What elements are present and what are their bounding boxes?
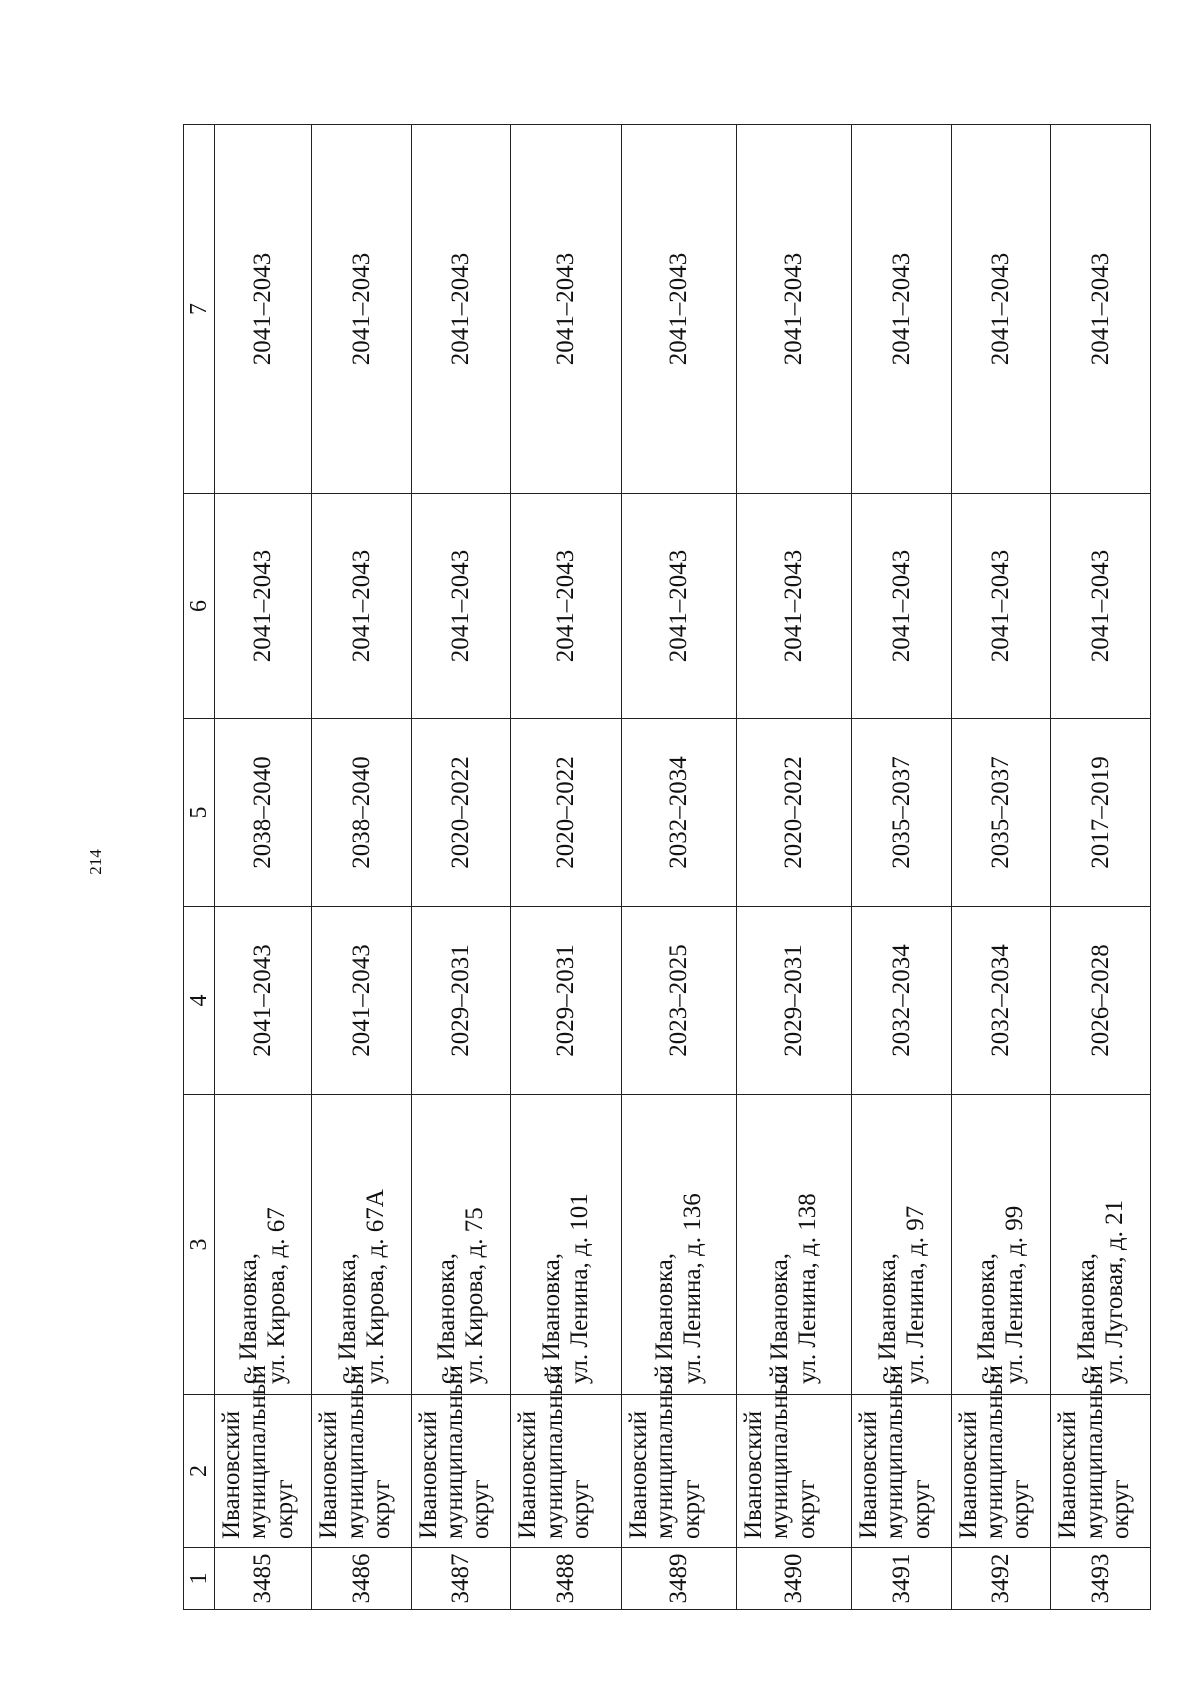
address-cell <box>852 1095 952 1395</box>
district-line: муниципальный <box>766 1365 794 1539</box>
address-line: ул. Кирова, д. 67 <box>263 1207 291 1384</box>
row-number-cell: 3487 <box>411 1548 511 1610</box>
district-line: Ивановский <box>740 1410 768 1539</box>
address-line: с. Ивановка, <box>1072 1252 1100 1384</box>
address-line: с. Ивановка, <box>973 1252 1001 1384</box>
period-col5-cell: 2038–2040 <box>312 719 412 907</box>
district-line: округ <box>367 1479 395 1539</box>
district-cell <box>737 1365 852 1548</box>
period-col4-cell: 2029–2031 <box>737 907 852 1095</box>
header-col-1: 1 <box>184 1548 215 1610</box>
period-col4-cell: 2032–2034 <box>852 907 952 1095</box>
address-line: с. Ивановка, <box>538 1252 566 1384</box>
district-line: муниципальный <box>244 1365 272 1539</box>
period-col6-cell: 2041–2043 <box>622 494 737 719</box>
address-line: ул. Луговая, д. 21 <box>1100 1199 1128 1384</box>
address-line: ул. Кирова, д. 67А <box>361 1189 389 1384</box>
table-row <box>215 125 312 1610</box>
period-col7-cell: 2041–2043 <box>951 125 1051 494</box>
period-col7-cell: 2041–2043 <box>312 125 412 494</box>
district-cell <box>411 1365 511 1548</box>
district-line: муниципальный <box>540 1365 568 1539</box>
period-col7-cell: 2041–2043 <box>1051 125 1151 494</box>
period-col7-cell: 2041–2043 <box>737 125 852 494</box>
period-col5-cell: 2020–2022 <box>511 719 622 907</box>
district-line: округ <box>1007 1479 1035 1539</box>
row-number-cell: 3493 <box>1051 1548 1151 1610</box>
period-col5-cell: 2020–2022 <box>411 719 511 907</box>
period-col6-cell: 2041–2043 <box>852 494 952 719</box>
header-col-6: 6 <box>184 494 215 719</box>
table-row <box>312 125 412 1610</box>
period-col4-cell: 2023–2025 <box>622 907 737 1095</box>
header-col-2: 2 <box>184 1395 215 1548</box>
district-line: Ивановский <box>315 1410 343 1539</box>
period-col4-cell: 2032–2034 <box>951 907 1051 1095</box>
address-cell <box>951 1095 1051 1395</box>
district-line: округ <box>1106 1479 1134 1539</box>
period-col6-cell: 2041–2043 <box>511 494 622 719</box>
address-line: с. Ивановка, <box>333 1252 361 1384</box>
table-row <box>951 125 1051 1610</box>
district-line: Ивановский <box>414 1410 442 1539</box>
period-col5-cell: 2035–2037 <box>951 719 1051 907</box>
district-line: округ <box>792 1479 820 1539</box>
period-col7-cell: 2041–2043 <box>852 125 952 494</box>
address-cell <box>1051 1095 1151 1395</box>
period-col6-cell: 2041–2043 <box>1051 494 1151 719</box>
address-cell <box>215 1095 312 1395</box>
address-line: с. Ивановка, <box>433 1252 461 1384</box>
address-line: ул. Ленина, д. 97 <box>901 1205 929 1384</box>
district-cell <box>215 1365 312 1548</box>
address-cell <box>737 1095 852 1395</box>
district-cell <box>511 1365 622 1548</box>
header-col-5: 5 <box>184 719 215 907</box>
period-col6-cell: 2041–2043 <box>312 494 412 719</box>
period-col5-cell: 2017–2019 <box>1051 719 1151 907</box>
address-line: с. Ивановка, <box>766 1252 794 1384</box>
data-table <box>183 124 1151 1610</box>
period-col5-cell: 2032–2034 <box>622 719 737 907</box>
period-col6-cell: 2041–2043 <box>215 494 312 719</box>
address-line: ул. Ленина, д. 138 <box>794 1193 822 1384</box>
row-number-cell: 3492 <box>951 1548 1051 1610</box>
period-col6-cell: 2041–2043 <box>737 494 852 719</box>
row-number-cell: 3486 <box>312 1548 412 1610</box>
table-row <box>852 125 952 1610</box>
table-row <box>411 125 511 1610</box>
address-line: с. Ивановка, <box>873 1252 901 1384</box>
table-row <box>511 125 622 1610</box>
header-col-4: 4 <box>184 907 215 1095</box>
table-row <box>622 125 737 1610</box>
district-line: Ивановский <box>1054 1410 1082 1539</box>
period-col4-cell: 2041–2043 <box>215 907 312 1095</box>
period-col7-cell: 2041–2043 <box>215 125 312 494</box>
period-col6-cell: 2041–2043 <box>951 494 1051 719</box>
district-line: округ <box>270 1479 298 1539</box>
district-line: муниципальный <box>341 1365 369 1539</box>
district-cell <box>312 1365 412 1548</box>
row-number-cell: 3485 <box>215 1548 312 1610</box>
period-col7-cell: 2041–2043 <box>622 125 737 494</box>
table-row <box>1051 125 1151 1610</box>
row-number-cell: 3490 <box>737 1548 852 1610</box>
district-line: муниципальный <box>651 1365 679 1539</box>
period-col4-cell: 2029–2031 <box>511 907 622 1095</box>
period-col6-cell: 2041–2043 <box>411 494 511 719</box>
period-col7-cell: 2041–2043 <box>511 125 622 494</box>
district-line: муниципальный <box>881 1365 909 1539</box>
header-col-7: 7 <box>184 125 215 494</box>
row-number-cell: 3491 <box>852 1548 952 1610</box>
period-col4-cell: 2029–2031 <box>411 907 511 1095</box>
header-row <box>184 125 215 1610</box>
period-col7-cell: 2041–2043 <box>411 125 511 494</box>
district-cell <box>852 1365 952 1548</box>
district-line: округ <box>677 1479 705 1539</box>
row-number-cell: 3488 <box>511 1548 622 1610</box>
row-number-cell: 3489 <box>622 1548 737 1610</box>
address-line: ул. Кирова, д. 75 <box>461 1207 489 1384</box>
header-col-3: 3 <box>184 1095 215 1395</box>
address-line: с. Ивановка, <box>651 1252 679 1384</box>
district-line: Ивановский <box>954 1410 982 1539</box>
period-col5-cell: 2035–2037 <box>852 719 952 907</box>
district-line: Ивановский <box>625 1410 653 1539</box>
address-line: ул. Ленина, д. 99 <box>1001 1205 1029 1384</box>
address-cell <box>511 1095 622 1395</box>
address-cell <box>312 1095 412 1395</box>
district-cell <box>1051 1365 1151 1548</box>
district-cell <box>951 1365 1051 1548</box>
district-cell <box>622 1365 737 1548</box>
period-col4-cell: 2041–2043 <box>312 907 412 1095</box>
district-line: муниципальный <box>1080 1365 1108 1539</box>
page-number: 214 <box>86 849 105 875</box>
address-cell <box>622 1095 737 1395</box>
district-line: Ивановский <box>218 1410 245 1539</box>
district-line: Ивановский <box>514 1410 542 1539</box>
district-line: округ <box>907 1479 935 1539</box>
district-line: округ <box>566 1479 594 1539</box>
address-line: ул. Ленина, д. 101 <box>566 1193 594 1384</box>
table-row <box>737 125 852 1610</box>
district-line: Ивановский <box>855 1410 883 1539</box>
district-line: муниципальный <box>981 1365 1009 1539</box>
district-line: округ <box>467 1479 495 1539</box>
period-col5-cell: 2020–2022 <box>737 719 852 907</box>
rotated-table-container <box>183 125 1151 1610</box>
period-col4-cell: 2026–2028 <box>1051 907 1151 1095</box>
address-line: с. Ивановка, <box>235 1252 263 1384</box>
address-cell <box>411 1095 511 1395</box>
district-line: муниципальный <box>441 1365 469 1539</box>
address-line: ул. Ленина, д. 136 <box>679 1193 707 1384</box>
period-col5-cell: 2038–2040 <box>215 719 312 907</box>
